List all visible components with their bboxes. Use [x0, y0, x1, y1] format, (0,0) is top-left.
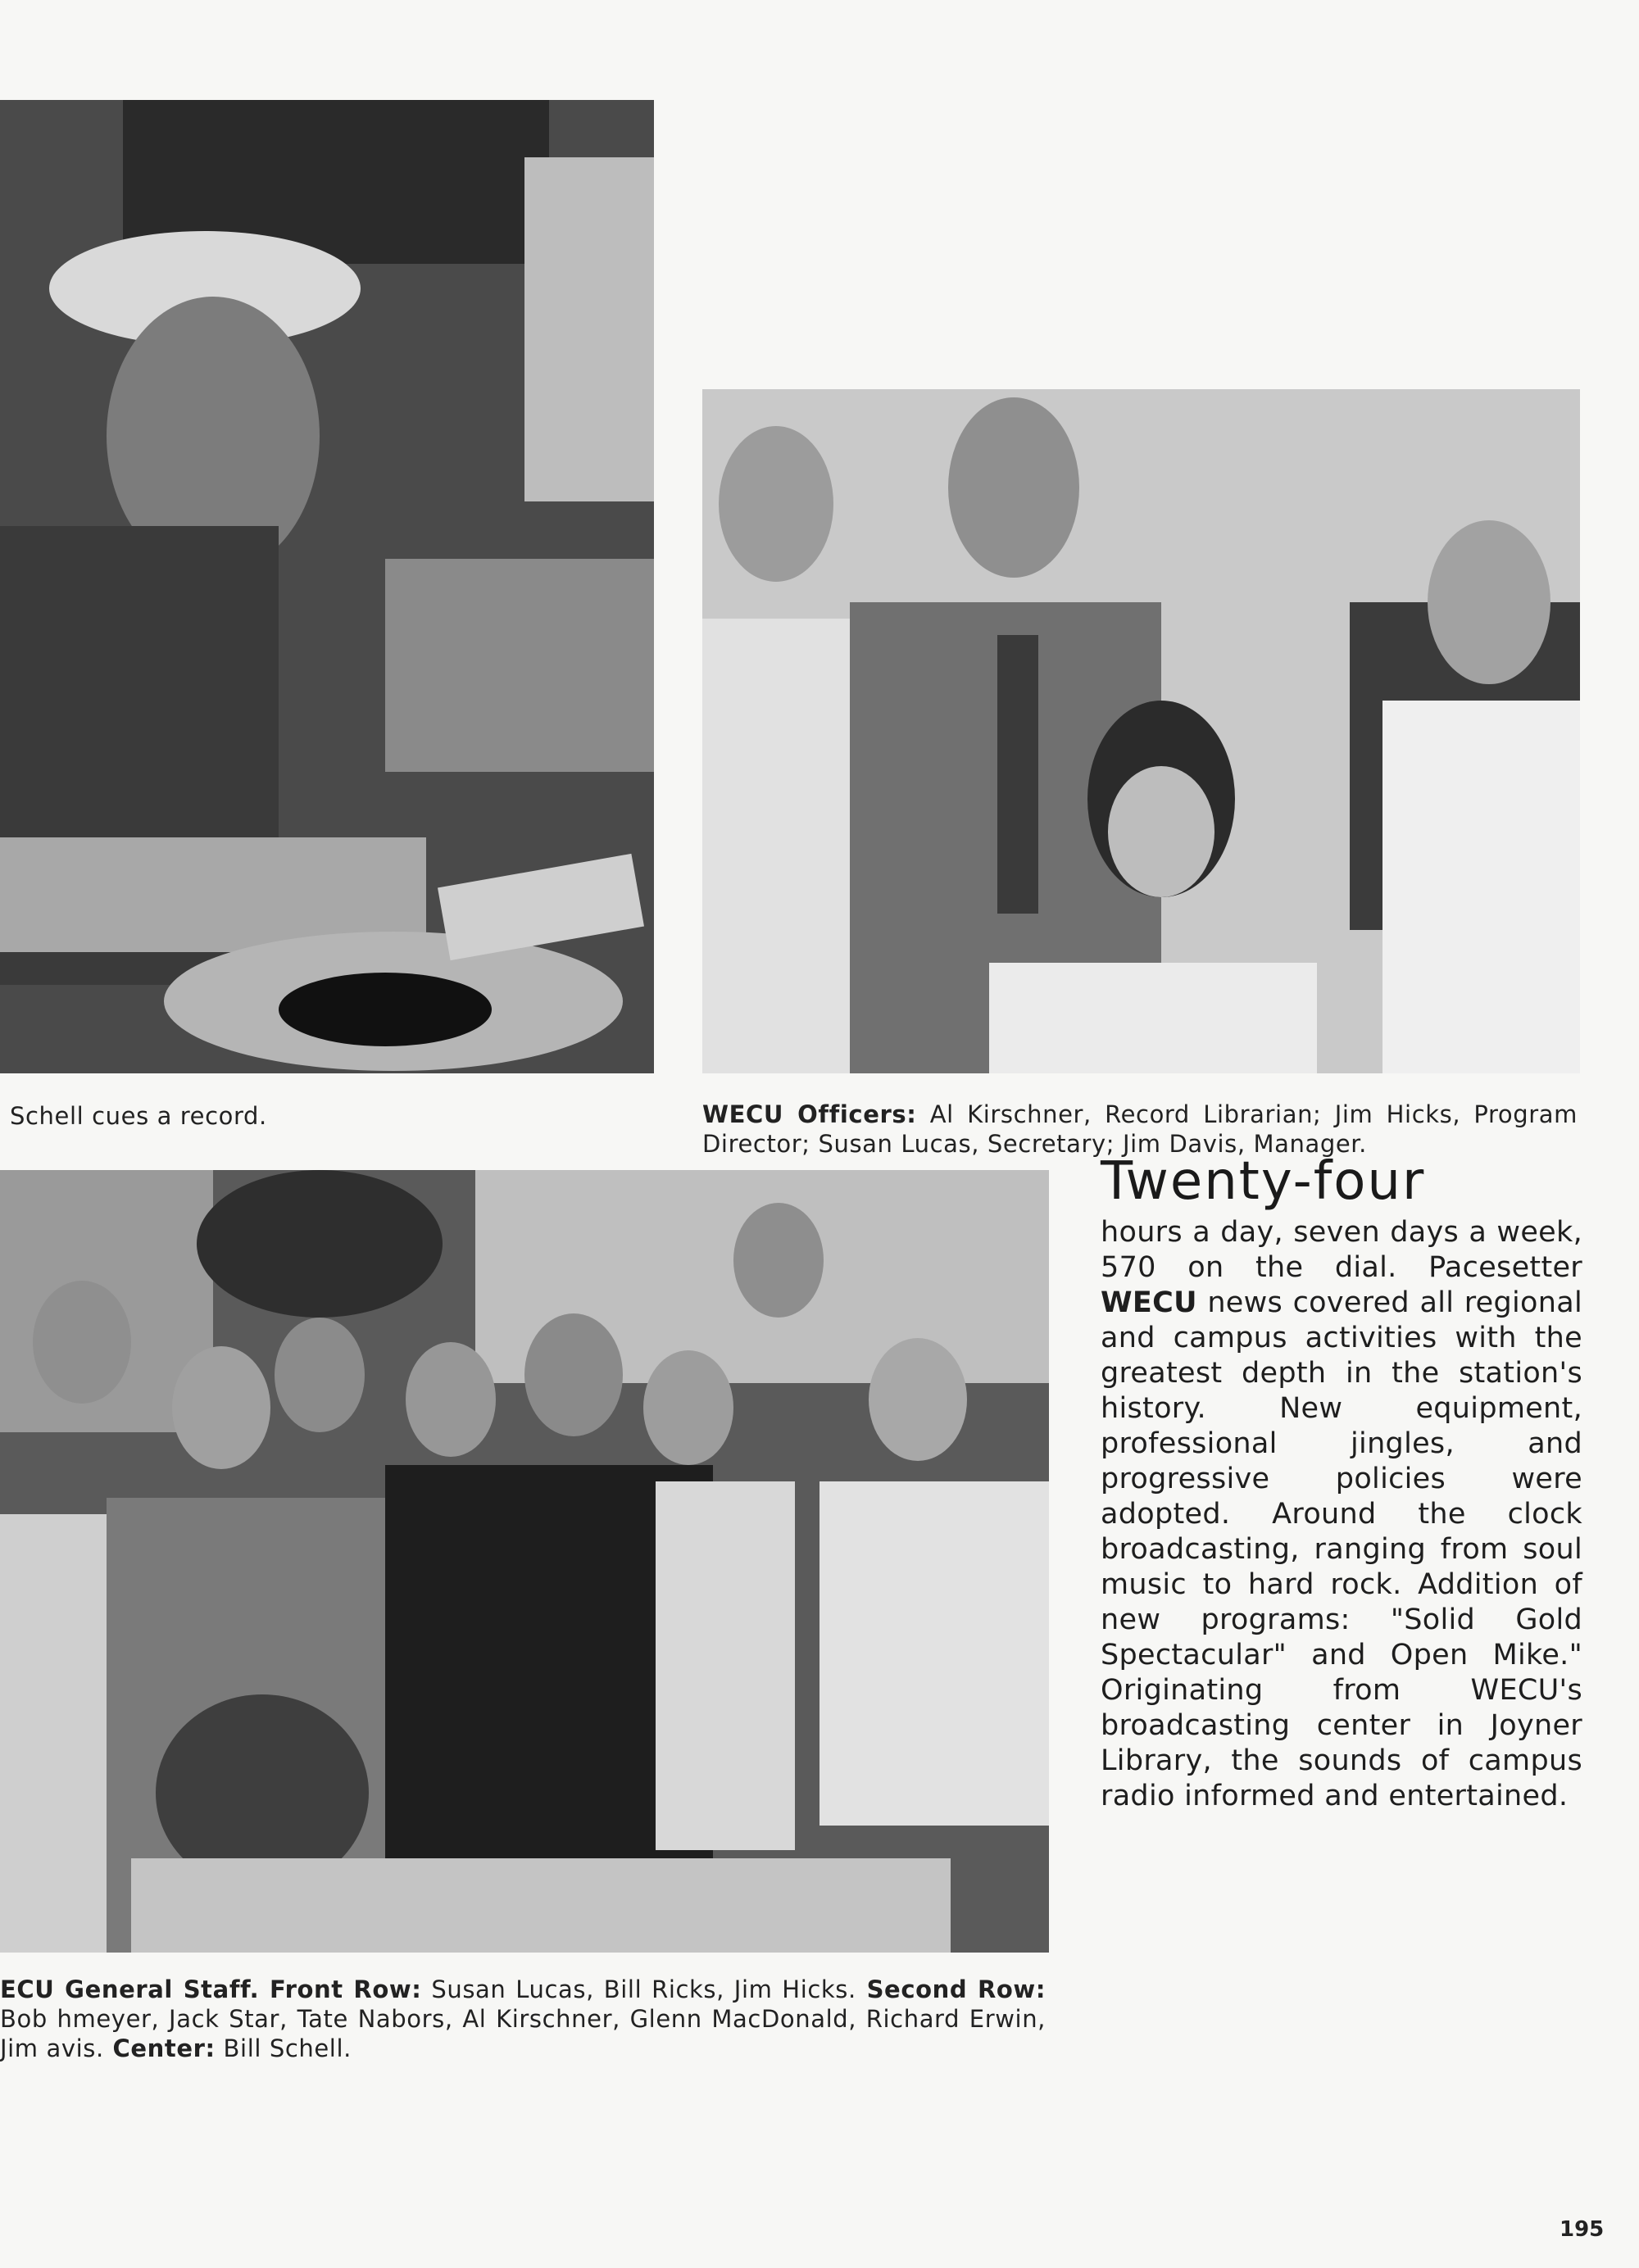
photo-general-staff [0, 1170, 1049, 1953]
caption-staff-lead: ECU General Staff. [0, 1975, 260, 2003]
caption-staff-front-label: Front Row: [259, 1975, 422, 2003]
caption-officers [702, 1100, 1578, 1159]
page-number: 195 [1560, 2217, 1605, 2242]
article-body-start: hours a day, seven days a week, 570 on the dial. Pacesetter [1101, 1216, 1582, 1284]
caption-officers-lead: WECU Officers: [702, 1100, 917, 1128]
caption-staff [0, 1975, 1046, 2063]
article-body [1101, 1215, 1582, 1814]
article-body-end: news covered all regional and campus activities with the greatest depth in the station's history. New equipment, professional jingles, and progressive policies were adopted. Around the clock broadcasting, ranging from soul music to hard rock. Addition of new programs: "Solid Gold Spectacular" and Open Mike." Originating from WECU's broadcasting center in Joyner Library, the sounds of campus radio informed and entertained. [1101, 1286, 1582, 1812]
photo-icon [0, 100, 654, 1073]
photo-dj-cueing-record [0, 100, 654, 1073]
caption-dj-text: Schell cues a record. [10, 1102, 267, 1130]
caption-staff-second-text: Bob hmeyer, Jack Star, Tate Nabors, Al Kirschner, Glenn MacDonald, Richard Erwin, Jim avis. [0, 2005, 1046, 2062]
caption-dj [10, 1101, 420, 1131]
caption-staff-center-text: Bill Schell. [215, 2034, 352, 2062]
caption-staff-front-text: Susan Lucas, Bill Ricks, Jim Hicks. [421, 1975, 856, 2003]
photo-icon [0, 1170, 1049, 1953]
caption-officers-text: Al Kirschner, Record Librarian; Jim Hicks, Program Director; Susan Lucas, Secretary; Jim Davis, Manager. [702, 1100, 1578, 1158]
photo-icon [702, 389, 1580, 1073]
photo-wecu-officers [702, 389, 1580, 1073]
article-brand: WECU [1101, 1286, 1197, 1319]
article-headline: Twenty-four [1101, 1151, 1426, 1212]
caption-staff-center-label: Center: [103, 2034, 216, 2062]
caption-staff-second-label: Second Row: [856, 1975, 1047, 2003]
